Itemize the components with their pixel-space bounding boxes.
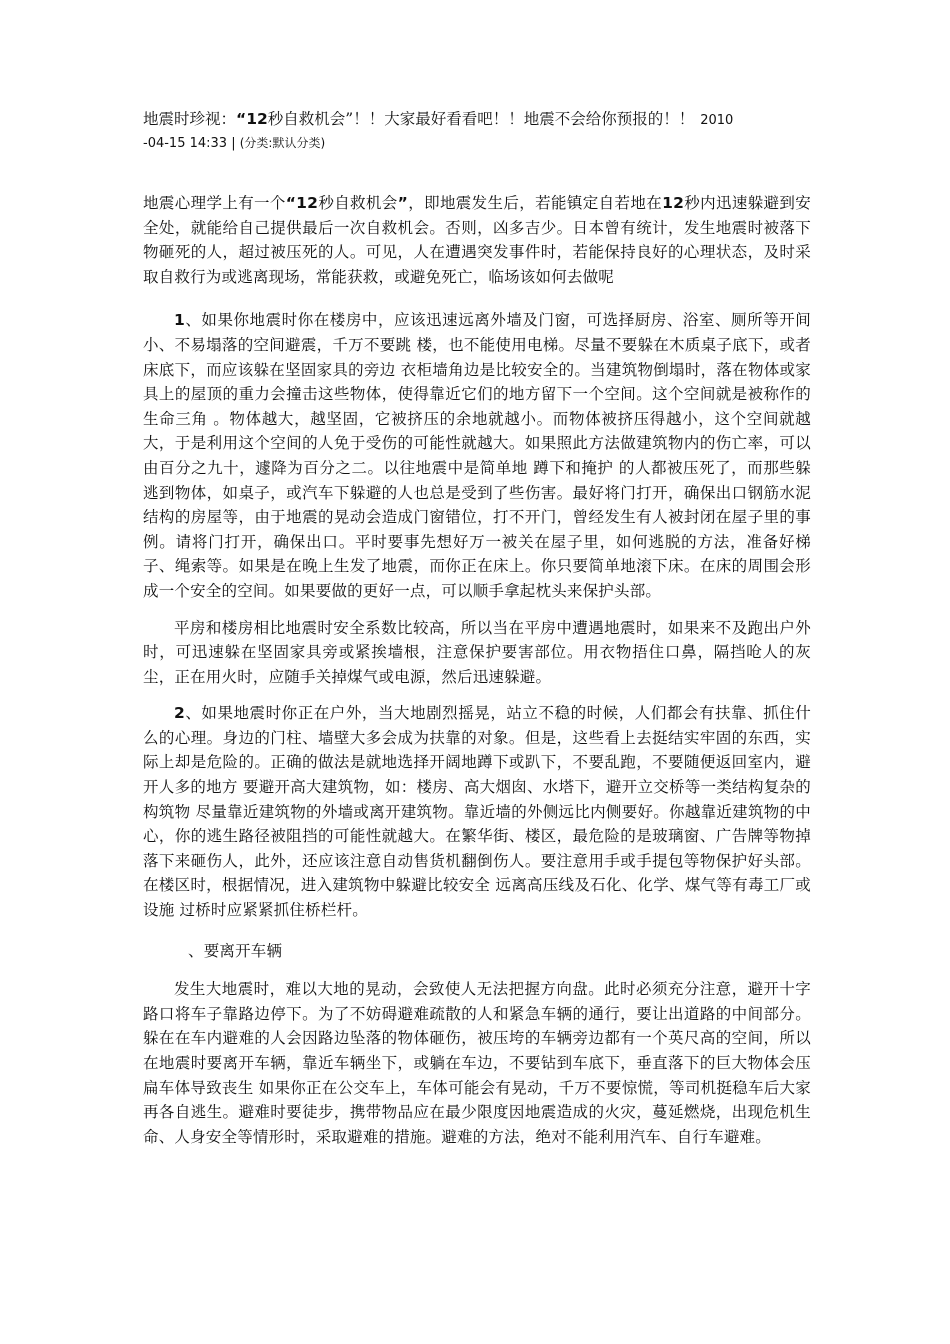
section-text: 发生大地震时，难以大地的晃动，会致使人无法把握方向盘。此时必须充分注意，避开十字路口将车子靠路边停下。为了不妨碍避难疏散的人和紧急车辆的通行，要让出道路的中间部分。躲在在车内避难的人会因路边坠落的物体砸伤，被压垮的车辆旁边都有一个英尺高的空间，所以在地震时要离开车辆，靠近车辆坐下，或躺在车边，不要钻到车底下，垂直落下的巨大物体会压扁车体导致丧生 如果你正在公交车上，车体可能会有晃动，千万不要惊慌，等司机挺稳车后大家再各自逃生。避难时要徒步，携带物品应在最少限度因地震造成的火灾，蔓延燃烧，出现危机生命、人身安全等情形时，采取避难的措施。避难的方法，绝对不能利用汽车、自行车避难。: [143, 980, 811, 1146]
section-number: 1: [174, 311, 185, 330]
section-number: 2: [174, 704, 185, 723]
post-date: -04-15: [143, 136, 186, 151]
post-time: 14:33: [189, 136, 228, 151]
title-prefix: 地震时珍视：: [143, 110, 237, 128]
section-vehicle-heading: 、要离开车辆: [188, 941, 283, 960]
section-text: 平房和楼房相比地震时安全系数比较高，所以当在平房中遭遇地震时，如果来不及跑出户外时，可迅速躲在坚固家具旁或紧挨墙根，注意保护要害部位。用衣物捂住口鼻，隔挡呛人的灰尘，正在用火时，应随手关掉煤气或电源，然后迅速躲避。: [143, 618, 811, 686]
post-year: 2010: [700, 113, 734, 128]
section-vehicle-paragraph: [143, 977, 811, 1149]
intro-text: 秒内迅速躲避到安全处，就能给自己提供最后一次自救机会。否则，凶多吉少。日本曾有统计，发生地震时被落下物砸死的人，超过被压死的人。可见，人在遭遇突发事件时，若能保持良好的心理状态，及时采取自救行为或逃离现场，常能获救，或避免死亡，临场该如何去做呢: [143, 194, 811, 286]
section-outdoor-paragraph: [143, 701, 811, 922]
article-title: [143, 108, 811, 132]
section-text: 、如果地震时你正在户外，当大地剧烈摇晃，站立不稳的时候，人们都会有扶靠、抓住什么的心理。身边的门柱、墙壁大多会成为扶靠的对象。但是，这些看上去挺结实牢固的东西，实际上却是危险的。正确的做法是就地选择开阔地蹲下或趴下，不要乱跑，不要随便返回室内，避开人多的地方 要避开高大建筑物，如：楼房、高大烟囱、水塔下，避开立交桥等一类结构复杂的构筑物 尽量靠近建筑物的外墙或离开建筑物。靠近墙的外侧远比内侧要好。你越靠近建筑物的中心，你的逃生路径被阻挡的可能性就越大。在繁华街、楼区，最危险的是玻璃窗、广告牌等物掉落下来砸伤人，此外，还应该注意自动售货机翻倒伤人。要注意用手或手提包等物保护好头部。在楼区时，根据情况，进入建筑物中躲避比较安全 远离高压线及石化、化学、煤气等有毒工厂或设施 过桥时应紧紧抓住桥栏杆。: [143, 704, 811, 920]
intro-bold: ”: [397, 194, 409, 212]
post-category[interactable]: (分类:默认分类): [239, 136, 326, 150]
section-text: 、如果你地震时你在楼房中，应该迅速远离外墙及门窗，可选择厨房、浴室、厕所等开间小、不易塌落的空间避震，千万不要跳 楼，也不能使用电梯。尽量不要躲在木质桌子底下，或者床底下，而应该躲在坚固家具的旁边 衣柜墙角边是比较安全的。当建筑物倒塌时，落在物体或家具上的屋顶的重力会撞击这些物体，使得靠近它们的地方留下一个空间。这个空间就是被称作的 生命三角 。物体越大，越坚固，它被挤压的余地就越小。而物体被挤压得越小，这个空间就越大，于是利用这个空间的人免于受伤的可能性就越大。如果照此方法做建筑物内的伤亡率，可以由百分之九十，遽降为百分之二。以往地震中是简单地 蹲下和掩护 的人都被压死了，而那些躲逃到物体，如桌子，或汽车下躲避的人也总是受到了些伤害。最好将门打开，确保出口钢筋水泥结构的房屋等，由于地震的晃动会造成门窗错位，打不开门，曾经发生有人被封闭在屋子里的事例。请将门打开，确保出口。平时要事先想好万一被关在屋子里，如何逃脱的方法，准备好梯子、绳索等。如果是在晚上生发了地震，而你正在床上。你只要简单地滚下床。在床的周围会形成一个安全的空间。如果要做的更好一点，可以顺手拿起枕头来保护头部。: [143, 311, 811, 600]
section-indoor-paragraph: [143, 308, 811, 603]
intro-paragraph: [143, 191, 811, 289]
meta-separator: |: [231, 136, 236, 151]
intro-text: ，即地震发生后，若能镇定自若地在: [408, 194, 663, 212]
intro-bold: “12: [285, 194, 319, 212]
intro-text: 秒自救机会: [318, 194, 398, 212]
post-meta: [143, 132, 811, 155]
intro-text: 地震心理学上有一个: [143, 194, 286, 212]
flat-house-paragraph: [143, 616, 811, 690]
title-rest: 秒自救机会”！！大家最好看看吧！！地震不会给你预报的！！: [267, 110, 695, 128]
title-bold-number: “12: [236, 110, 268, 128]
article: [143, 108, 811, 1149]
intro-bold: 12: [662, 194, 685, 212]
